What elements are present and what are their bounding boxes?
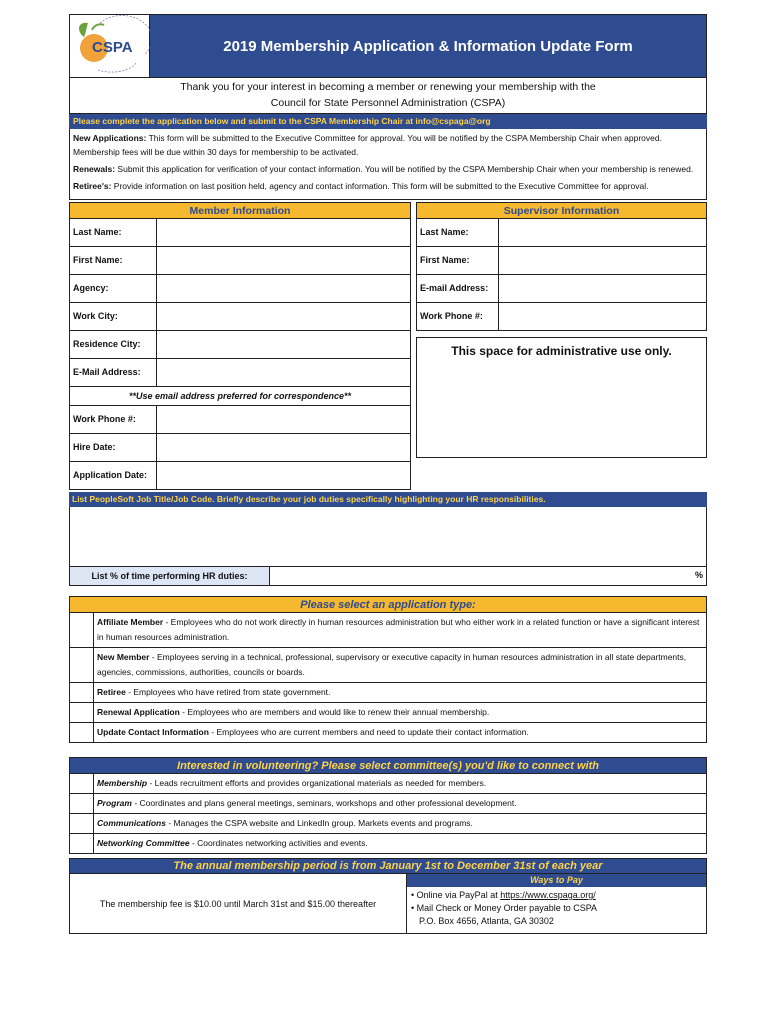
member-email-field[interactable]	[157, 359, 410, 386]
payment-section	[69, 858, 707, 934]
committee-networking: Networking Committee - Coordinates networking activities and events.	[69, 834, 707, 854]
new-applications-desc: New Applications: This form will be submitted to the Executive Committee for approval. You will be notified by the CSPA Membership Chair when approved. Membership fees will be due within 30 days for membership to be activated.	[73, 133, 662, 157]
intro-text	[69, 78, 707, 114]
hr-percent-label: List % of time performing HR duties:	[70, 567, 270, 585]
committee-communications: Communications - Manages the CSPA website and LinkedIn group. Markets events and programs.	[69, 814, 707, 834]
new-member-checkbox[interactable]	[70, 648, 94, 682]
member-work-phone-row: Work Phone #:	[69, 406, 411, 434]
application-type-heading: Please select an application type:	[69, 596, 707, 613]
member-work-city-field[interactable]	[157, 303, 410, 330]
member-hire-date-field[interactable]	[157, 434, 410, 461]
member-application-date-row: Application Date:	[69, 462, 411, 490]
member-info-heading: Member Information	[69, 202, 411, 219]
job-section	[69, 492, 707, 586]
volunteer-section	[69, 757, 707, 854]
supervisor-last-name-row: Last Name:	[416, 219, 707, 247]
ways-to-pay-heading: Ways to Pay	[407, 874, 706, 887]
hr-percent-field[interactable]: %	[694, 570, 703, 580]
committee-membership: Membership - Leads recruitment efforts and provides organizational materials as needed for members.	[69, 774, 707, 794]
option-renewal-application: Renewal Application - Employees who are members and would like to renew their annual membership.	[69, 703, 707, 723]
mailing-address: P.O. Box 4656, Atlanta, GA 30302	[419, 916, 554, 926]
membership-form	[69, 14, 707, 934]
job-description-field[interactable]	[69, 507, 707, 567]
affiliate-member-checkbox[interactable]	[70, 613, 94, 647]
supervisor-information	[416, 202, 707, 331]
ways-to-pay	[407, 874, 706, 933]
supervisor-email-row: E-mail Address:	[416, 275, 707, 303]
retiree-checkbox[interactable]	[70, 683, 94, 702]
member-residence-city-row: Residence City:	[69, 331, 411, 359]
option-retiree: Retiree - Employees who have retired from state government.	[69, 683, 707, 703]
supervisor-last-name-field[interactable]	[499, 219, 706, 246]
supervisor-info-heading: Supervisor Information	[416, 202, 707, 219]
intro-line-1: Thank you for your interest in becoming a member or renewing your membership with the	[180, 81, 596, 93]
option-affiliate-member: Affiliate Member - Employees who do not work directly in human resources administration but who either work in a related function or have a significant interest in human resources administration.	[69, 613, 707, 648]
supervisor-work-phone-row: Work Phone #:	[416, 303, 707, 331]
option-update-contact: Update Contact Information - Employees who are current members and need to update their contact information.	[69, 723, 707, 743]
member-first-name-field[interactable]	[157, 247, 410, 274]
member-last-name-row: Last Name:	[69, 219, 411, 247]
instruction-bar: Please complete the application below and submit to the CSPA Membership Chair at info@cspaga@org	[69, 114, 707, 129]
paypal-link[interactable]: https://www.cspaga.org/	[500, 890, 596, 900]
member-application-date-field[interactable]	[157, 462, 410, 489]
member-hire-date-row: Hire Date:	[69, 434, 411, 462]
ways-to-pay-list	[407, 887, 706, 930]
networking-committee-checkbox[interactable]	[70, 834, 94, 853]
update-contact-checkbox[interactable]	[70, 723, 94, 742]
fee-row	[69, 874, 707, 934]
paypal-option: • Online via PayPal at https://www.cspaga.org/	[411, 890, 596, 900]
form-title: 2019 Membership Application & Information Update Form	[150, 15, 706, 77]
membership-committee-checkbox[interactable]	[70, 774, 94, 793]
job-description-bar: List PeopleSoft Job Title/Job Code. Briefly describe your job duties specifically highlighting your HR responsibilities.	[69, 492, 707, 507]
program-committee-checkbox[interactable]	[70, 794, 94, 813]
intro-line-2: Council for State Personnel Administration (CSPA)	[270, 97, 506, 109]
member-information	[69, 202, 411, 490]
member-work-city-row: Work City:	[69, 303, 411, 331]
communications-committee-checkbox[interactable]	[70, 814, 94, 833]
mail-option: • Mail Check or Money Order payable to CSPA	[411, 903, 598, 913]
member-residence-city-field[interactable]	[157, 331, 410, 358]
membership-period: The annual membership period is from January 1st to December 31st of each year	[69, 858, 707, 874]
form-header	[69, 14, 707, 78]
volunteer-heading: Interested in volunteering? Please select committee(s) you'd like to connect with	[69, 757, 707, 774]
option-new-member: New Member - Employees serving in a technical, professional, supervisory or executive capacity in human resources administration in all state departments, agencies, commissions, authorities, councils or boards.	[69, 648, 707, 683]
info-section	[69, 202, 707, 492]
admin-use-box: This space for administrative use only.	[416, 337, 707, 458]
member-work-phone-field[interactable]	[157, 406, 410, 433]
supervisor-first-name-row: First Name:	[416, 247, 707, 275]
committee-program: Program - Coordinates and plans general meetings, seminars, workshops and other professional development.	[69, 794, 707, 814]
member-email-row: E-Mail Address:	[69, 359, 411, 387]
cspa-logo	[70, 15, 150, 77]
member-first-name-row: First Name:	[69, 247, 411, 275]
supervisor-email-field[interactable]	[499, 275, 706, 302]
hr-percent-row	[69, 567, 707, 586]
supervisor-work-phone-field[interactable]	[499, 303, 706, 330]
application-descriptions	[69, 129, 707, 200]
email-note: **Use email address preferred for correspondence**	[69, 387, 411, 406]
logo-wordmark: CSPA	[92, 39, 133, 56]
renewal-application-checkbox[interactable]	[70, 703, 94, 722]
renewals-desc: Renewals: Submit this application for verification of your contact information. You will be notified by the CSPA Membership Chair when your membership is renewed.	[73, 164, 694, 174]
supervisor-first-name-field[interactable]	[499, 247, 706, 274]
fee-text: The membership fee is $10.00 until March 31st and $15.00 thereafter	[70, 874, 407, 933]
member-agency-row: Agency:	[69, 275, 411, 303]
member-last-name-field[interactable]	[157, 219, 410, 246]
application-type-section	[69, 596, 707, 743]
retirees-desc: Retiree's: Provide information on last position held, agency and contact information. This form will be submitted to the Executive Committee for approval.	[73, 181, 649, 191]
member-agency-field[interactable]	[157, 275, 410, 302]
